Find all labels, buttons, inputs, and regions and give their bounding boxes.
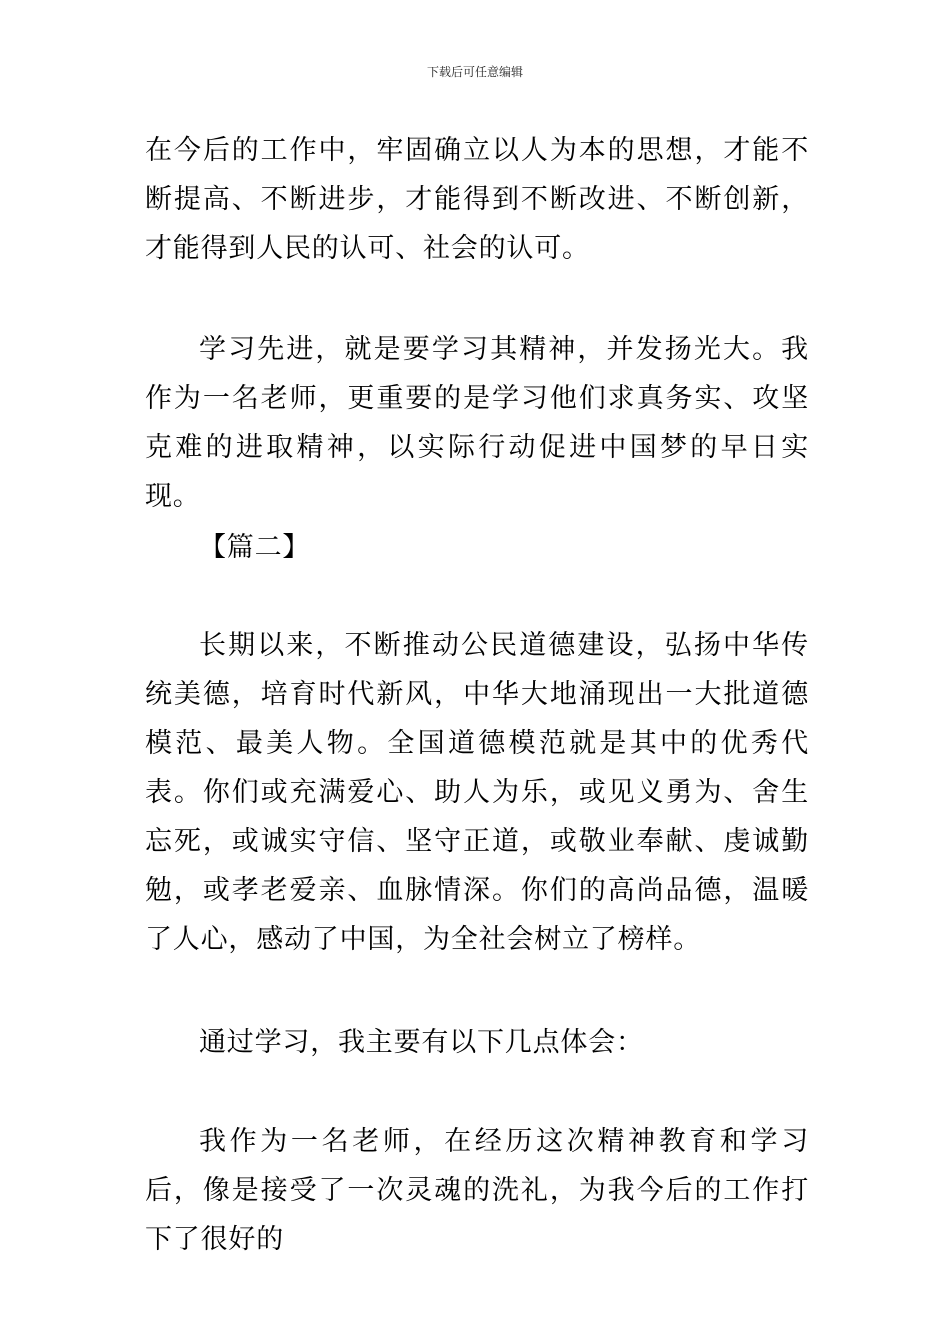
paragraph-continuation: 在今后的工作中，牢固确立以人为本的思想，才能不断提高、不断进步，才能得到不断改进、不断创新，才能得到人民的认可、社会的认可。 [145, 135, 809, 264]
page-header-note: 下载后可任意编辑 [426, 65, 523, 79]
paragraph-moral-models: 长期以来，不断推动公民道德建设，弘扬中华传统美德，培育时代新风，中华大地涌现出一大批道德模范、最美人物。全国道德模范就是其中的优秀代表。你们或充满爱心、助人为乐，或见义勇为、舍生忘死，或诚实守信、坚守正道，或敬业奉献、虔诚勤勉，或孝老爱亲、血脉情深。你们的高尚品德，温暖了人心，感动了中国，为全社会树立了榜样。 [145, 630, 809, 955]
paragraph-teacher-reflection: 我作为一名老师，在经历这次精神教育和学习后，像是接受了一次灵魂的洗礼，为我今后的工作打下了很好的 [145, 1126, 809, 1255]
section-heading: 【篇二】 [199, 532, 311, 563]
paragraph-learn-advanced: 学习先进，就是要学习其精神，并发扬光大。我作为一名老师，更重要的是学习他们求真务实、攻坚克难的进取精神，以实际行动促进中国梦的早日实现。 [145, 334, 809, 512]
paragraph-experiences-intro: 通过学习，我主要有以下几点体会： [199, 1027, 644, 1058]
